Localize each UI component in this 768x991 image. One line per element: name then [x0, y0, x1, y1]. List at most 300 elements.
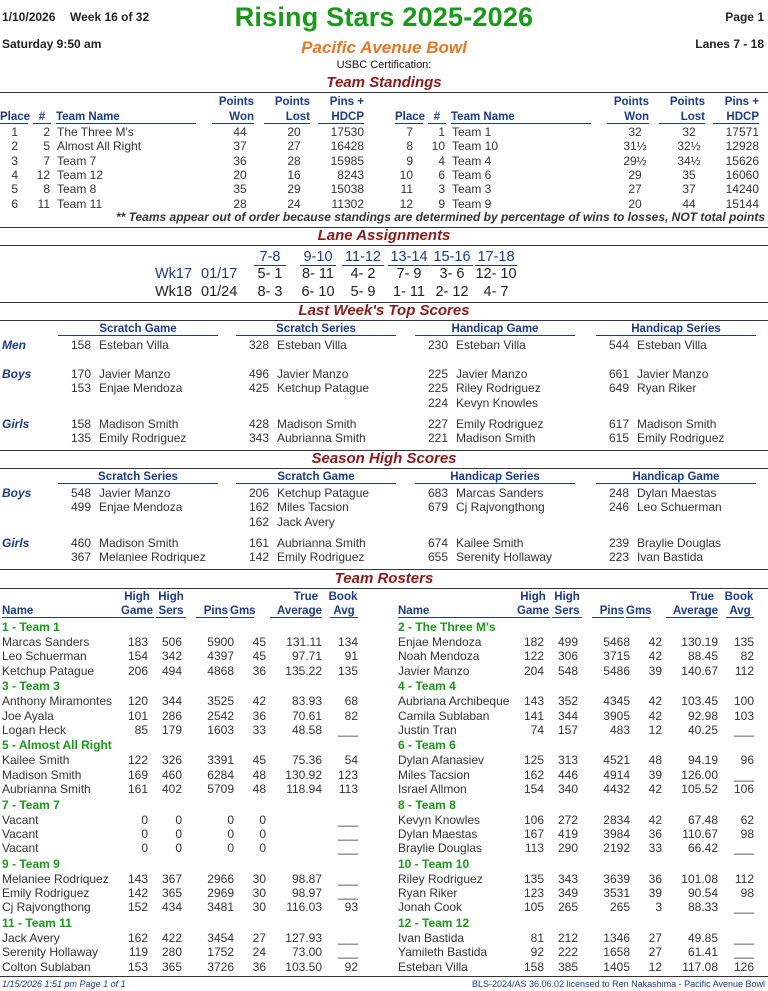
roster-player-name: Kailee Smith [2, 753, 70, 768]
roster-games: 30 [252, 886, 266, 901]
lane-pair-header: 13-14 [388, 249, 430, 266]
score-value: 142 [248, 550, 269, 565]
roster-pins: 3639 [603, 871, 630, 886]
standing-won: 36 [233, 153, 247, 168]
roster-header-game: Game [121, 605, 153, 617]
score-value: 135 [70, 431, 91, 446]
roster-high-game: 154 [523, 782, 544, 796]
roster-high-series: 367 [161, 871, 182, 886]
roster-team-label: 2 - The Three M's [398, 620, 496, 634]
roster-games: 33 [252, 722, 266, 737]
lane-matchup: 8- 3 [257, 284, 283, 300]
roster-book-avg: 98 [740, 886, 754, 901]
standing-team-name: Team 4 [452, 153, 492, 168]
col-header-team: Team Name [451, 111, 591, 124]
roster-pins: 5468 [603, 635, 630, 649]
score-value: 328 [248, 338, 269, 352]
roster-high-series: 506 [161, 635, 182, 649]
roster-high-game: 141 [523, 708, 544, 723]
bowler-name: Riley Rodriguez [456, 381, 541, 396]
roster-book-avg: ___ [337, 886, 358, 901]
roster-player-name: Ketchup Patague [2, 663, 95, 678]
roster-book-avg: ___ [337, 841, 358, 856]
lane-week-label: Wk17 [155, 266, 193, 282]
roster-pins: 3984 [603, 826, 630, 841]
roster-games: 45 [252, 635, 266, 649]
standing-lost: 16 [287, 167, 301, 182]
roster-book-avg: 82 [740, 649, 754, 664]
lane-matchup: 2- 12 [435, 284, 469, 300]
roster-player-name: Emily Rodriguez [2, 886, 90, 901]
roster-high-game: 74 [530, 722, 544, 737]
roster-team-label: 4 - Team 4 [398, 679, 456, 694]
bowler-name: Javier Manzo [637, 367, 709, 381]
roster-true-avg: 101.08 [681, 871, 718, 886]
col-header-hdcp: HDCP [318, 111, 364, 124]
score-group-label: Girls [2, 536, 30, 550]
score-value: 428 [248, 417, 269, 431]
lane-week-date: 01/17 [201, 266, 238, 282]
score-value: 153 [70, 381, 91, 396]
col-header-team: Team Name [56, 111, 196, 124]
season-high-title: Season High Scores [311, 450, 457, 467]
score-value: 223 [608, 550, 629, 565]
standing-team-name: Team 12 [57, 167, 104, 182]
roster-player-name: Aubrianna Smith [2, 782, 91, 796]
roster-true-avg: 48.58 [291, 722, 322, 737]
roster-true-avg: 110.67 [682, 826, 718, 841]
roster-pins: 0 [227, 812, 234, 827]
standing-place: 11 [400, 182, 413, 197]
roster-games: 0 [259, 841, 266, 856]
roster-book-avg: 135 [337, 663, 358, 678]
roster-true-avg: 118.94 [286, 782, 322, 796]
roster-team-label: 5 - Almost All Right [2, 738, 112, 753]
standing-won: 31½ [623, 139, 647, 154]
standing-place: 8 [406, 139, 413, 154]
roster-true-avg: 135.22 [285, 663, 322, 678]
roster-games: 42 [648, 694, 662, 709]
score-value: 225 [427, 367, 448, 381]
score-col-header: Handicap Game [596, 471, 756, 484]
roster-player-name: Justin Tran [398, 722, 457, 737]
standing-team-name: Team 9 [452, 196, 492, 211]
col-header-lost: Lost [659, 111, 705, 124]
roster-header-gms: Gms [230, 605, 256, 617]
roster-pins: 3525 [207, 694, 234, 709]
roster-pins: 1603 [207, 722, 234, 737]
score-value: 343 [248, 431, 269, 446]
roster-high-series: 179 [161, 722, 182, 737]
roster-book-avg: 98 [740, 826, 754, 841]
roster-header-true: True [689, 591, 714, 603]
col-header-points-lost: Points [274, 96, 310, 108]
roster-book-avg: 93 [344, 900, 358, 915]
bowler-name: Melaniee Rodriquez [99, 550, 206, 565]
roster-pins: 1658 [603, 945, 630, 960]
roster-high-game: 152 [127, 900, 148, 915]
roster-true-avg: 130.92 [285, 767, 322, 782]
roster-high-game: 113 [524, 841, 544, 856]
roster-games: 0 [259, 826, 266, 841]
last-week-title: Last Week's Top Scores [298, 302, 470, 319]
roster-header-high: High [158, 591, 184, 603]
standing-place: 1 [11, 125, 18, 139]
bowler-name: Ketchup Patague [277, 486, 370, 500]
roster-pins: 4521 [603, 753, 630, 768]
roster-header-true: True [293, 591, 318, 603]
score-col-header: Scratch Series [58, 471, 218, 484]
roster-high-series: 499 [557, 635, 578, 649]
roster-header-book: Book [328, 591, 358, 603]
standing-team-num: 6 [438, 167, 445, 182]
standing-place: 10 [399, 167, 413, 182]
standing-place: 3 [11, 153, 18, 168]
standing-pins: 17530 [330, 125, 364, 139]
bowler-name: Emily Rodriguez [456, 417, 544, 431]
roster-true-avg: 103.50 [285, 959, 322, 974]
score-group-label: Boys [2, 486, 32, 500]
standing-team-name: Team 11 [57, 196, 103, 211]
roster-book-avg: ___ [733, 767, 754, 782]
roster-true-avg: 70.61 [291, 708, 322, 723]
bowler-name: Esteban Villa [456, 338, 526, 352]
roster-player-name: Jonah Cook [398, 900, 463, 915]
roster-high-game: 169 [127, 767, 148, 782]
roster-pins: 3481 [207, 900, 234, 915]
roster-true-avg: 94.19 [687, 753, 718, 768]
roster-high-game: 167 [523, 826, 544, 841]
standing-team-num: 10 [431, 139, 445, 154]
score-value: 224 [427, 395, 448, 410]
roster-high-series: 222 [557, 945, 578, 960]
standing-team-name: Almost All Right [57, 139, 142, 154]
roster-games: 39 [648, 663, 662, 678]
bowler-name: Javier Manzo [99, 486, 171, 500]
roster-book-avg: 91 [344, 649, 358, 664]
roster-high-series: 265 [557, 900, 578, 915]
roster-player-name: Ivan Bastida [398, 931, 465, 945]
standing-team-num: 11 [37, 196, 50, 211]
roster-games: 27 [252, 931, 266, 945]
bowler-name: Dylan Maestas [637, 486, 717, 500]
roster-high-game: 123 [523, 886, 544, 901]
roster-games: 12 [648, 959, 662, 974]
bowler-name: Javier Manzo [456, 367, 528, 381]
standing-lost: 37 [682, 182, 696, 197]
roster-high-game: 85 [134, 722, 148, 737]
score-value: 617 [608, 417, 629, 431]
score-value: 548 [70, 486, 91, 500]
roster-book-avg: 106 [733, 782, 754, 796]
lane-matchup: 1- 11 [393, 284, 425, 300]
roster-header-average: Average [270, 605, 322, 618]
roster-book-avg: ___ [337, 945, 358, 960]
roster-pins: 0 [227, 841, 234, 856]
roster-games: 48 [252, 782, 266, 796]
roster-high-game: 125 [523, 753, 544, 768]
divider [0, 468, 768, 469]
standing-won: 29½ [623, 153, 647, 168]
roster-games: 42 [648, 708, 662, 723]
roster-header-high: High [554, 591, 580, 603]
roster-book-avg: 134 [337, 635, 358, 649]
roster-high-game: 120 [127, 694, 148, 709]
roster-header-pins: Pins [592, 605, 624, 618]
bowler-name: Esteban Villa [99, 338, 169, 352]
roster-pins: 1346 [603, 931, 630, 945]
bowler-name: Enjae Mendoza [99, 381, 183, 396]
score-value: 246 [608, 500, 629, 515]
roster-player-name: Cj Rajvongthong [2, 900, 91, 915]
roster-true-avg: 90.54 [687, 886, 718, 901]
score-value: 367 [70, 550, 91, 565]
score-value: 206 [248, 486, 269, 500]
standing-team-num: 9 [438, 196, 445, 211]
roster-high-series: 460 [161, 767, 182, 782]
roster-header-average: Average [666, 605, 718, 618]
bowler-name: Leo Schuerman [637, 500, 722, 515]
roster-high-game: 143 [523, 694, 544, 709]
roster-true-avg: 75.36 [291, 753, 322, 768]
bowler-name: Madison Smith [637, 417, 717, 431]
standing-place: 7 [406, 125, 413, 139]
score-value: 460 [70, 536, 91, 550]
lane-matchup: 4- 7 [483, 284, 509, 300]
roster-high-game: 105 [523, 900, 544, 915]
bowler-name: Miles Tacsion [277, 500, 349, 515]
roster-team-label: 10 - Team 10 [398, 856, 470, 871]
score-value: 649 [608, 381, 629, 396]
lane-matchup: 7- 9 [396, 266, 422, 282]
roster-book-avg: 126 [733, 959, 754, 974]
score-value: 499 [70, 500, 91, 515]
lane-pair-header: 9-10 [300, 249, 336, 266]
standing-lost: 28 [287, 153, 301, 168]
roster-book-avg: 92 [344, 959, 358, 974]
roster-high-series: 306 [557, 649, 578, 664]
roster-true-avg: 66.42 [687, 841, 718, 856]
lane-matchup: 5- 1 [257, 266, 283, 282]
roster-high-series: 365 [161, 886, 182, 901]
roster-games: 42 [648, 782, 662, 796]
standing-pins: 15144 [725, 196, 759, 211]
score-group-label: Boys [2, 367, 32, 381]
roster-pins: 4432 [603, 782, 630, 796]
roster-high-series: 0 [175, 812, 182, 827]
roster-book-avg: ___ [733, 900, 754, 915]
score-value: 248 [608, 486, 629, 500]
roster-true-avg: 98.97 [291, 886, 322, 901]
bowler-name: Marcas Sanders [456, 486, 544, 500]
lane-week-date: 01/24 [201, 284, 238, 300]
standing-won: 20 [628, 196, 642, 211]
roster-pins: 1752 [207, 945, 234, 960]
col-header-place: Place [0, 111, 31, 123]
roster-games: 42 [252, 694, 266, 709]
roster-high-game: 153 [127, 959, 148, 974]
roster-high-series: 344 [161, 694, 182, 709]
roster-team-label: 9 - Team 9 [2, 856, 60, 871]
standing-place: 5 [11, 182, 18, 197]
roster-pins: 3391 [207, 753, 234, 768]
score-group-label: Girls [2, 417, 30, 431]
roster-high-series: 419 [557, 826, 578, 841]
roster-high-game: 135 [523, 871, 544, 886]
roster-high-series: 352 [557, 694, 578, 709]
roster-true-avg: 97.71 [291, 649, 322, 664]
score-value: 661 [608, 367, 629, 381]
bowler-name: Cj Rajvongthong [456, 500, 545, 515]
rosters-title: Team Rosters [334, 570, 434, 587]
roster-high-game: 154 [127, 649, 148, 664]
roster-high-game: 92 [530, 945, 544, 960]
roster-pins: 3726 [207, 959, 234, 974]
roster-player-name: Israel Allmon [398, 782, 467, 796]
score-value: 239 [608, 536, 629, 550]
roster-high-game: 161 [127, 782, 148, 796]
roster-high-game: 142 [127, 886, 148, 901]
roster-player-name: Serenity Hollaway [2, 945, 99, 960]
roster-high-series: 286 [161, 708, 182, 723]
roster-book-avg: 96 [740, 753, 754, 768]
roster-high-game: 119 [128, 945, 148, 960]
roster-games: 48 [252, 767, 266, 782]
roster-games: 3 [655, 900, 662, 915]
lane-matchup: 3- 6 [439, 266, 465, 282]
standing-lost: 32½ [677, 139, 701, 154]
score-group-label: Men [2, 338, 26, 352]
divider [0, 588, 768, 589]
divider [0, 245, 768, 246]
roster-player-name: Ryan Riker [398, 886, 458, 901]
roster-true-avg: 140.67 [681, 663, 718, 678]
day-time: Saturday 9:50 am [2, 37, 102, 51]
roster-true-avg: 67.48 [687, 812, 718, 827]
roster-pins: 483 [609, 722, 630, 737]
standing-place: 2 [11, 139, 18, 154]
bowler-name: Madison Smith [456, 431, 536, 446]
standing-lost: 35 [682, 167, 696, 182]
score-col-header: Scratch Game [58, 323, 218, 336]
score-value: 425 [248, 381, 269, 396]
score-col-header: Scratch Game [236, 471, 396, 484]
roster-header-high: High [124, 591, 150, 603]
roster-book-avg: ___ [733, 841, 754, 856]
standing-won: 44 [233, 125, 247, 139]
roster-games: 42 [648, 635, 662, 649]
roster-true-avg: 83.93 [291, 694, 322, 709]
roster-book-avg: 100 [733, 694, 754, 709]
bowler-name: Esteban Villa [637, 338, 707, 352]
standing-team-num: 4 [438, 153, 445, 168]
roster-header-sers: Sers [552, 605, 582, 618]
standing-pins: 16428 [330, 139, 364, 154]
roster-true-avg: 103.45 [681, 694, 718, 709]
roster-player-name: Colton Sublaban [2, 959, 91, 974]
lane-pair-header: 15-16 [431, 249, 473, 266]
lanes-title: Lane Assignments [317, 227, 451, 244]
roster-games: 24 [252, 945, 266, 960]
score-value: 655 [427, 550, 448, 565]
standing-team-name: The Three M's [57, 125, 134, 139]
bowler-name: Serenity Hollaway [456, 550, 553, 565]
roster-high-series: 402 [161, 782, 182, 796]
roster-player-name: Braylie Douglas [398, 841, 483, 856]
score-value: 674 [427, 536, 448, 550]
roster-games: 36 [252, 708, 266, 723]
roster-pins: 5486 [603, 663, 630, 678]
standing-team-num: 8 [43, 182, 50, 197]
score-value: 161 [248, 536, 269, 550]
roster-pins: 2969 [207, 886, 234, 901]
roster-pins: 4868 [207, 663, 234, 678]
col-header-won: Won [607, 111, 649, 124]
score-value: 230 [427, 338, 448, 352]
roster-high-series: 349 [557, 886, 578, 901]
divider [0, 92, 768, 93]
roster-player-name: Javier Manzo [398, 663, 470, 678]
roster-high-game: 182 [523, 635, 544, 649]
roster-book-avg: 113 [338, 782, 358, 796]
roster-header-high: High [520, 591, 546, 603]
roster-pins: 5900 [207, 635, 234, 649]
roster-book-avg: 62 [740, 812, 754, 827]
roster-player-name: Yamileth Bastida [398, 945, 488, 960]
standing-team-name: Team 1 [452, 125, 492, 139]
standing-won: 32 [628, 125, 642, 139]
roster-book-avg: 54 [344, 753, 358, 768]
league-title: Rising Stars 2025-2026 [234, 2, 534, 32]
bowler-name: Javier Manzo [99, 367, 171, 381]
roster-true-avg: 127.93 [285, 931, 322, 945]
bowler-name: Ryan Riker [637, 381, 697, 396]
roster-book-avg: 103 [733, 708, 754, 723]
roster-player-name: Miles Tacsion [398, 767, 470, 782]
score-value: 162 [248, 514, 269, 529]
bowler-name: Aubrianna Smith [277, 536, 366, 550]
standing-team-num: 2 [43, 125, 50, 139]
roster-high-game: 183 [127, 635, 148, 649]
divider [0, 976, 768, 977]
score-value: 496 [248, 367, 269, 381]
standing-lost: 20 [287, 125, 301, 139]
standing-team-name: Team 3 [452, 182, 492, 197]
roster-true-avg: 105.52 [681, 782, 718, 796]
roster-high-series: 343 [557, 871, 578, 886]
page-label: Page 1 [725, 10, 764, 24]
roster-player-name: Esteban Villa [398, 959, 468, 974]
roster-team-label: 3 - Team 3 [2, 679, 60, 694]
col-header-points-won: Points [218, 96, 254, 108]
roster-true-avg: 40.25 [687, 722, 718, 737]
lane-matchup: 4- 2 [350, 266, 376, 282]
score-col-header: Handicap Series [596, 323, 756, 336]
score-value: 615 [608, 431, 629, 446]
score-value: 683 [427, 486, 448, 500]
roster-high-series: 280 [161, 945, 182, 960]
roster-header-avg: Avg [726, 605, 754, 618]
roster-book-avg: ___ [337, 871, 358, 886]
roster-high-series: 326 [161, 753, 182, 768]
bowler-name: Madison Smith [99, 536, 179, 550]
roster-true-avg: 126.00 [681, 767, 718, 782]
bowler-name: Kevyn Knowles [456, 395, 539, 410]
standing-won: 28 [233, 196, 247, 211]
roster-games: 33 [648, 841, 662, 856]
standing-place: 9 [406, 153, 413, 168]
bowler-name: Kailee Smith [456, 536, 524, 550]
